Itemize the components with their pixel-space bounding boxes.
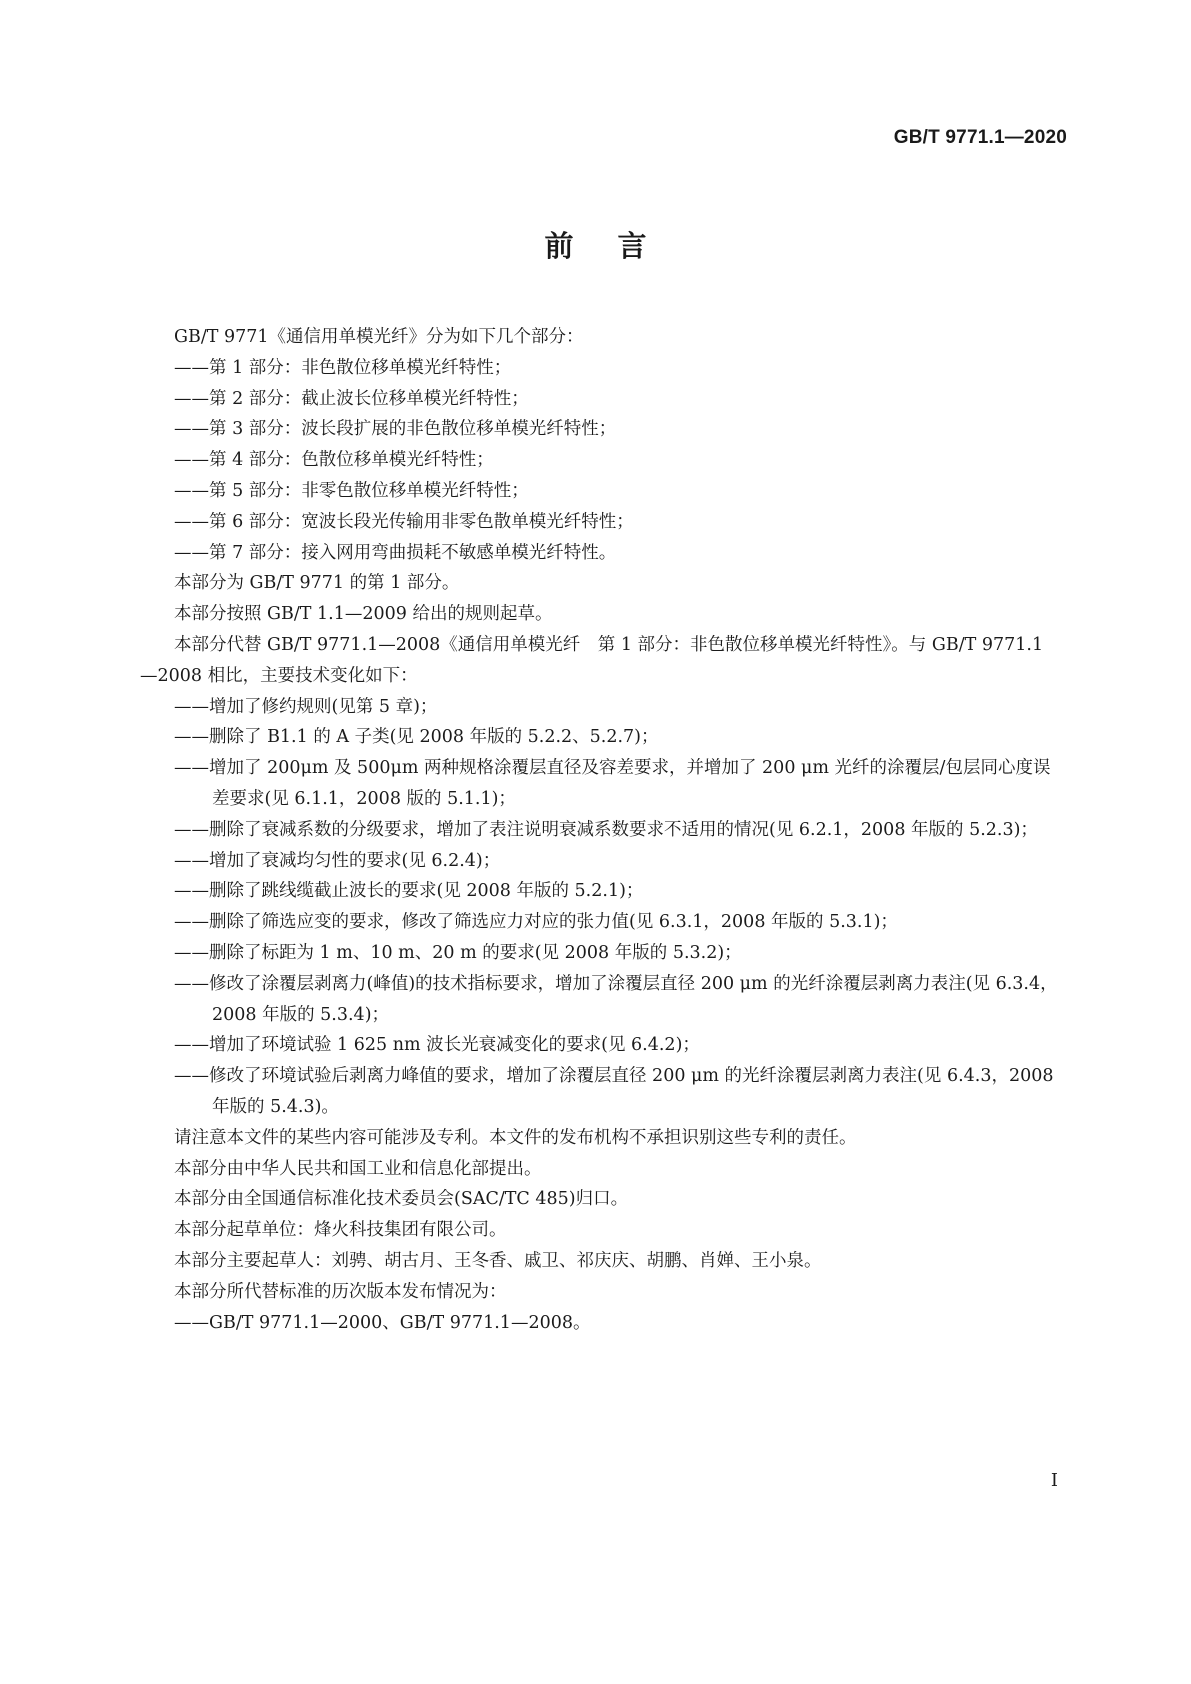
drafting-unit: 本部分起草单位：烽火科技集团有限公司。 — [174, 1220, 507, 1241]
patent-notice: 请注意本文件的某些内容可能涉及专利。本文件的发布机构不承担识别这些专利的责任。 — [174, 1127, 857, 1148]
change-item: ——修改了环境试验后剥离力峰值的要求，增加了涂覆层直径 200 μm 的光纤涂覆层剥离力表注(见 6.4.3，2008 年版的 5.4.3)。 — [174, 1066, 1054, 1117]
part-item: ——第 2 部分：截止波长位移单模光纤特性； — [174, 388, 529, 409]
history-item: ——GB/T 9771.1—2000、GB/T 9771.1—2008。 — [174, 1312, 591, 1333]
change-item: ——增加了衰减均匀性的要求(见 6.2.4)； — [174, 850, 501, 871]
proposed-by: 本部分由中华人民共和国工业和信息化部提出。 — [174, 1158, 542, 1179]
centralized-by: 本部分由全国通信标准化技术委员会(SAC/TC 485)归口。 — [174, 1189, 629, 1210]
change-item: ——删除了 B1.1 的 A 子类(见 2008 年版的 5.2.2、5.2.7)； — [174, 727, 659, 748]
standard-code: GB/T 9771.1—2020 — [893, 127, 1067, 148]
drafting-rule: 本部分按照 GB/T 1.1—2009 给出的规则起草。 — [174, 604, 553, 625]
part-item: ——第 6 部分：宽波长段光传输用非零色散单模光纤特性； — [174, 511, 634, 532]
part-item: ——第 5 部分：非零色散位移单模光纤特性； — [174, 480, 529, 501]
change-item: ——增加了环境试验 1 625 nm 波长光衰减变化的要求(见 6.4.2)； — [174, 1035, 700, 1056]
part-statement: 本部分为 GB/T 9771 的第 1 部分。 — [174, 573, 460, 594]
document-body — [140, 322, 1060, 1338]
part-item: ——第 4 部分：色散位移单模光纤特性； — [174, 450, 494, 471]
page-title: 前言 — [544, 229, 691, 263]
change-item: ——删除了跳线缆截止波长的要求(见 2008 年版的 5.2.1)； — [174, 881, 644, 902]
part-item: ——第 7 部分：接入网用弯曲损耗不敏感单模光纤特性。 — [174, 542, 617, 563]
change-item: ——增加了 200μm 及 500μm 两种规格涂覆层直径及容差要求，并增加了 200 μm 光纤的涂覆层/包层同心度误差要求(见 6.1.1，2008 版的 5.1.1)； — [174, 758, 1051, 809]
change-item: ——删除了衰减系数的分级要求，增加了表注说明衰减系数要求不适用的情况(见 6.2.1，2008 年版的 5.2.3)； — [174, 819, 1038, 840]
replaces-statement: 本部分代替 GB/T 9771.1—2008《通信用单模光纤 第 1 部分：非色散位移单模光纤特性》。与 GB/T 9771.1—2008 相比，主要技术变化如下： — [140, 634, 1044, 686]
change-item: ——修改了涂覆层剥离力(峰值)的技术指标要求，增加了涂覆层直径 200 μm 的光纤涂覆层剥离力表注(见 6.3.4，2008 年版的 5.3.4)； — [174, 973, 1058, 1025]
parts-intro: GB/T 9771《通信用单模光纤》分为如下几个部分： — [174, 327, 584, 347]
change-item: ——删除了筛选应变的要求，修改了筛选应力对应的张力值(见 6.3.1，2008 年版的 5.3.1)； — [174, 912, 898, 933]
part-item: ——第 1 部分：非色散位移单模光纤特性； — [174, 357, 512, 378]
change-item: ——删除了标距为 1 m、10 m、20 m 的要求(见 2008 年版的 5.3.2)； — [174, 942, 742, 963]
page-number: I — [1050, 1470, 1058, 1491]
change-item: ——增加了修约规则(见第 5 章)； — [174, 696, 438, 717]
history-intro: 本部分所代替标准的历次版本发布情况为： — [174, 1281, 507, 1302]
part-item: ——第 3 部分：波长段扩展的非色散位移单模光纤特性； — [174, 419, 617, 440]
drafters: 本部分主要起草人：刘骋、胡古月、王冬香、戚卫、祁庆庆、胡鹏、肖婵、王小泉。 — [174, 1250, 822, 1271]
